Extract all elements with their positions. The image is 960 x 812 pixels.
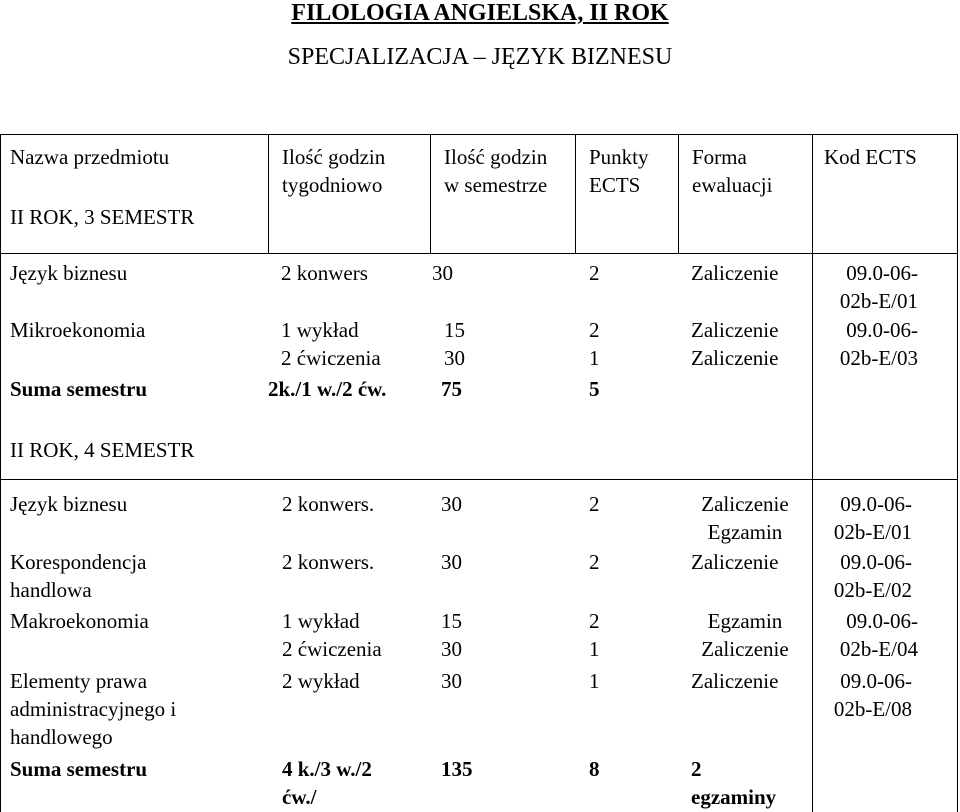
header-weekly: Ilość godzin tygodniowo (282, 145, 386, 197)
semester-sum-label: Suma semestru (10, 377, 148, 401)
table-cell-code: 09.0-06- 02b-E/02 (833, 550, 912, 602)
header-divider (0, 253, 958, 254)
table-cell: 1 wykład 2 ćwiczenia (281, 318, 381, 370)
header-code: Kod ECTS (824, 145, 917, 169)
table-cell-code: 09.0-06- 02b-E/03 (839, 318, 918, 370)
table-cell-code: 09.0-06- 02b-E/08 (833, 669, 912, 721)
table-cell: 1 (589, 669, 600, 693)
table-cell: Zaliczenie Egzamin (701, 492, 789, 544)
header-col-divider (575, 134, 576, 253)
table-border-top (0, 134, 958, 135)
table-cell: 2 konwers. (282, 492, 375, 516)
table-cell: 2 (589, 261, 600, 285)
table-cell: 2 konwers. (282, 550, 375, 574)
header-semester-hours: Ilość godzin w semestrze (444, 145, 548, 197)
table-cell: 15 30 (444, 318, 465, 370)
header-col-divider (678, 134, 679, 253)
table-cell: Język biznesu (10, 261, 128, 285)
table-cell: Korespondencja handlowa (10, 550, 147, 602)
header-ects: Punkty ECTS (589, 145, 649, 197)
table-cell: 30 (441, 669, 462, 693)
table-cell: 2 (589, 492, 600, 516)
table-cell: 2 (589, 550, 600, 574)
header-subject: Nazwa przedmiotu (10, 145, 170, 169)
header-evaluation: Forma ewaluacji (692, 145, 773, 197)
document-title: FILOLOGIA ANGIELSKA, II ROK (291, 0, 669, 26)
table-cell-code: 09.0-06- 02b-E/01 (833, 492, 912, 544)
table-cell: Makroekonomia (10, 609, 149, 633)
table-cell: 2 1 (589, 609, 600, 661)
table-cell-code: 09.0-06- 02b-E/01 (839, 261, 918, 313)
table-cell: 1 wykład 2 ćwiczenia (282, 609, 382, 661)
table-cell: 5 (589, 377, 600, 401)
header-col-divider (268, 134, 269, 253)
table-cell: 135 (441, 757, 473, 781)
table-cell: Egzamin Zaliczenie (701, 609, 789, 661)
table-cell: 2k./1 w./2 ćw. (268, 377, 387, 401)
table-border-right (957, 134, 958, 812)
table-border-left (0, 134, 1, 812)
table-cell: Zaliczenie (691, 669, 779, 693)
table-cell: 8 (589, 757, 600, 781)
table-cell: 30 (441, 550, 462, 574)
semester-3-label: II ROK, 3 SEMESTR (10, 205, 195, 229)
table-cell: Mikroekonomia (10, 318, 146, 342)
document-subtitle: SPECJALIZACJA – JĘZYK BIZNESU (287, 44, 673, 70)
table-cell: 30 (432, 261, 453, 285)
table-cell: 75 (441, 377, 462, 401)
semester-divider (0, 479, 958, 480)
table-cell: 2 konwers (281, 261, 368, 285)
semester-4-label: II ROK, 4 SEMESTR (10, 438, 195, 462)
table-cell: Elementy prawa administracyjnego i handlowego (10, 669, 177, 749)
table-cell: Język biznesu (10, 492, 128, 516)
table-cell: Zaliczenie (691, 550, 779, 574)
table-cell: 4 k./3 w./2 ćw./ (282, 757, 372, 809)
table-cell-code: 09.0-06- 02b-E/04 (839, 609, 918, 661)
table-cell: 2 1 (589, 318, 600, 370)
table-cell: 2 wykład (282, 669, 360, 693)
semester-sum-label: Suma semestru (10, 757, 148, 781)
table-cell: Zaliczenie (691, 261, 779, 285)
table-cell: 30 (441, 492, 462, 516)
header-col-divider (430, 134, 431, 253)
table-cell: 15 30 (441, 609, 462, 661)
table-cell: 2 egzaminy (691, 757, 777, 809)
table-cell: Zaliczenie Zaliczenie (691, 318, 779, 370)
